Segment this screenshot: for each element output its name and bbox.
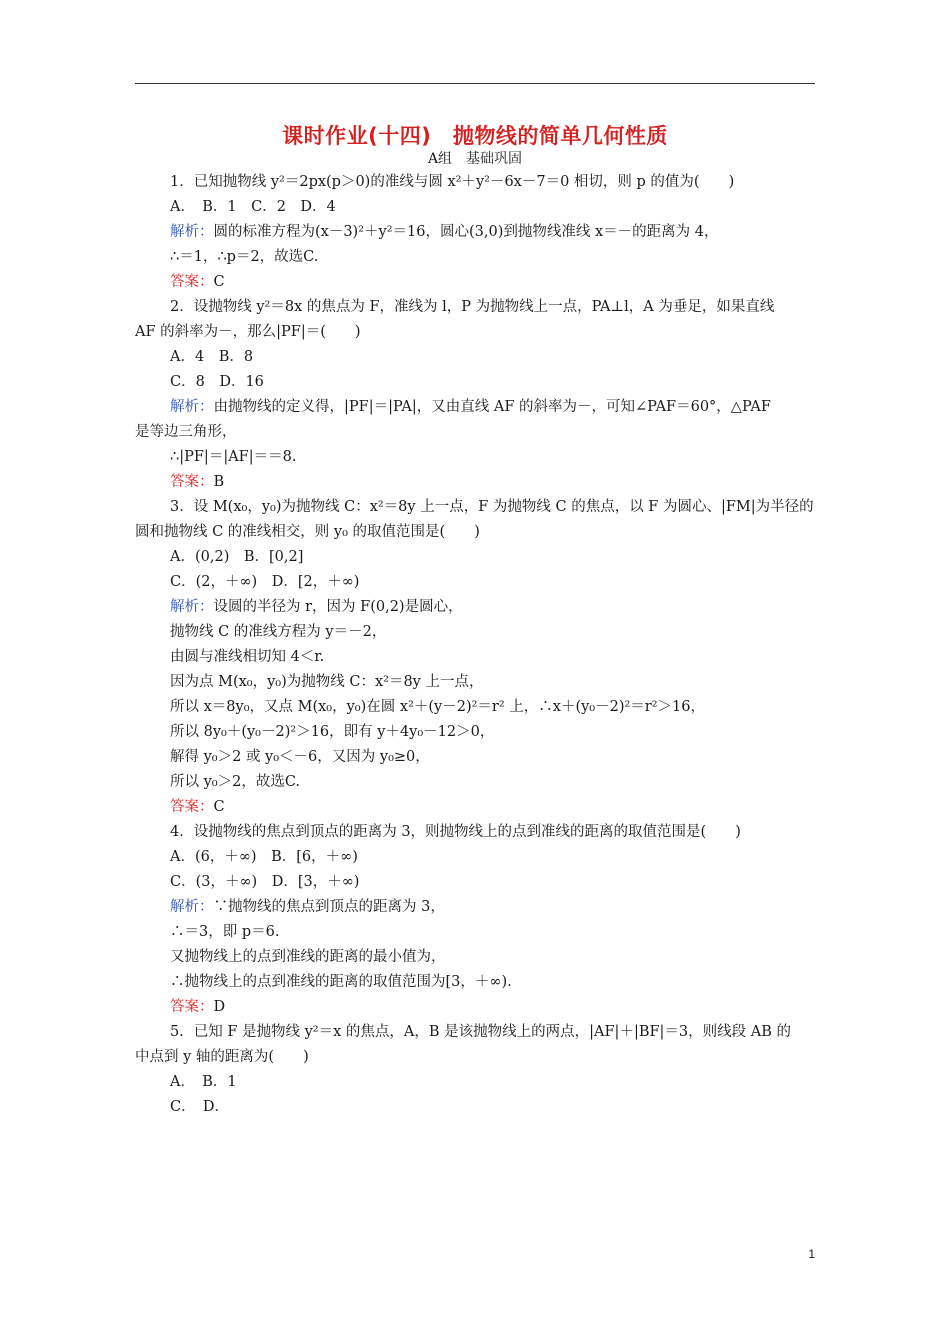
line-text: A． B．1 <box>170 1074 237 1090</box>
line-text: A．(6，＋∞) B．[6，＋∞) <box>170 849 358 865</box>
text-line <box>170 195 815 220</box>
line-text: ∵抛物线的焦点到顶点的距离为 3， <box>213 899 445 915</box>
line-text: 所以 y₀＞2，故选C. <box>170 774 301 790</box>
text-line <box>170 770 815 795</box>
line-text: ∴|PF|＝|AF|＝＝8. <box>170 449 297 465</box>
line-text: 圆和抛物线 C 的准线相交，则 y₀ 的取值范围是( ) <box>135 524 480 540</box>
text-line <box>170 170 815 195</box>
text-line <box>170 870 815 895</box>
solution-line <box>170 895 815 920</box>
line-text: ∴抛物线上的点到准线的距离的取值范围为[3，＋∞). <box>170 974 512 990</box>
text-line <box>170 295 815 320</box>
answer-label: 答案： <box>170 274 214 290</box>
line-text: 中点到 y 轴的距离为( ) <box>135 1049 309 1065</box>
solution-label: 解析： <box>170 899 214 915</box>
page-title: 课时作业(十四) 抛物线的简单几何性质 <box>282 124 668 148</box>
text-line <box>170 495 815 520</box>
line-text: 1．已知抛物线 y²＝2px(p＞0)的准线与圆 x²＋y²－6x－7＝0 相切，则 p 的值为( ) <box>170 174 735 190</box>
text-line <box>135 1045 815 1070</box>
line-text: ∴＝1，∴p＝2，故选C. <box>170 249 319 265</box>
solution-label: 解析： <box>170 399 214 415</box>
line-text: A．(0,2) B．[0,2] <box>170 549 304 565</box>
text-line <box>170 645 815 670</box>
line-text: C．8 D．16 <box>170 374 264 390</box>
answer-line <box>170 795 815 820</box>
text-line <box>170 370 815 395</box>
line-text: C <box>213 799 225 815</box>
line-text: ∴＝3，即 p＝6. <box>170 924 280 940</box>
section-subtitle: A组 基础巩固 <box>427 151 523 167</box>
header-rule <box>135 83 815 84</box>
text-line <box>135 420 815 445</box>
text-line <box>170 1020 815 1045</box>
solution-line <box>170 595 815 620</box>
line-text: C．(3，＋∞) D．[3，＋∞) <box>170 874 360 890</box>
text-line <box>170 970 815 995</box>
line-text: C <box>213 274 225 290</box>
solution-label: 解析： <box>170 599 214 615</box>
line-text: 是等边三角形， <box>135 424 237 440</box>
line-text: 5．已知 F 是抛物线 y²＝x 的焦点，A，B 是该抛物线上的两点，|AF|＋|BF|＝3，则线段 AB 的 <box>170 1024 791 1040</box>
text-line <box>170 445 815 470</box>
line-text: C．(2，＋∞) D．[2，＋∞) <box>170 574 360 590</box>
text-line <box>170 1095 815 1120</box>
line-text: 4．设抛物线的焦点到顶点的距离为 3，则抛物线上的点到准线的距离的取值范围是( ) <box>170 824 741 840</box>
page-number: 1 <box>808 1247 815 1261</box>
answer-line <box>170 270 815 295</box>
text-line <box>135 520 815 545</box>
line-text: AF 的斜率为－，那么|PF|＝( ) <box>135 324 361 340</box>
text-line <box>170 345 815 370</box>
solution-label: 解析： <box>170 224 214 240</box>
line-text: A．4 B．8 <box>170 349 254 365</box>
line-text: 因为点 M(x₀，y₀)为抛物线 C：x²＝8y 上一点， <box>170 674 484 690</box>
text-line <box>170 670 815 695</box>
line-text: B <box>213 474 225 490</box>
answer-label: 答案： <box>170 474 214 490</box>
line-text: 解得 y₀＞2 或 y₀＜－6，又因为 y₀≥0， <box>170 749 430 765</box>
solution-line <box>170 220 815 245</box>
text-line <box>170 920 815 945</box>
document-body <box>135 170 815 1120</box>
line-text: 又抛物线上的点到准线的距离的最小值为， <box>170 949 446 965</box>
line-text: A． B．1 C．2 D．4 <box>170 199 336 215</box>
text-line <box>170 1070 815 1095</box>
line-text: 由圆与准线相切知 4＜r. <box>170 649 325 665</box>
text-line <box>170 695 815 720</box>
answer-line <box>170 470 815 495</box>
text-line <box>135 320 815 345</box>
text-line <box>170 945 815 970</box>
line-text: 3．设 M(x₀，y₀)为抛物线 C：x²＝8y 上一点，F 为抛物线 C 的焦点，以 F 为圆心、|FM|为半径的 <box>170 499 814 515</box>
line-text: 设圆的半径为 r，因为 F(0,2)是圆心， <box>213 599 463 615</box>
text-line <box>170 845 815 870</box>
line-text: 所以 x＝8y₀，又点 M(x₀，y₀)在圆 x²＋(y－2)²＝r² 上，∴x＋(y₀－2)²＝r²＞16， <box>170 699 706 715</box>
text-line <box>170 745 815 770</box>
text-line <box>170 570 815 595</box>
text-line <box>170 820 815 845</box>
answer-label: 答案： <box>170 999 214 1015</box>
line-text: 抛物线 C 的准线方程为 y＝－2， <box>170 624 387 640</box>
line-text: 所以 8y₀＋(y₀－2)²＞16，即有 y＋4y₀－12＞0， <box>170 724 495 740</box>
line-text: 2．设抛物线 y²＝8x 的焦点为 F，准线为 l，P 为抛物线上一点，PA⊥l，A 为垂足，如果直线 <box>170 299 775 315</box>
text-line <box>170 245 815 270</box>
answer-line <box>170 995 815 1020</box>
solution-line <box>170 395 815 420</box>
line-text: C． D． <box>170 1099 229 1115</box>
text-line <box>170 620 815 645</box>
line-text: D <box>213 999 226 1015</box>
text-line <box>170 545 815 570</box>
answer-label: 答案： <box>170 799 214 815</box>
text-line <box>170 720 815 745</box>
line-text: 圆的标准方程为(x－3)²＋y²＝16，圆心(3,0)到抛物线准线 x＝－的距离为 4， <box>213 224 719 240</box>
line-text: 由抛物线的定义得，|PF|＝|PA|，又由直线 AF 的斜率为－，可知∠PAF＝60°，△PAF <box>213 399 771 415</box>
